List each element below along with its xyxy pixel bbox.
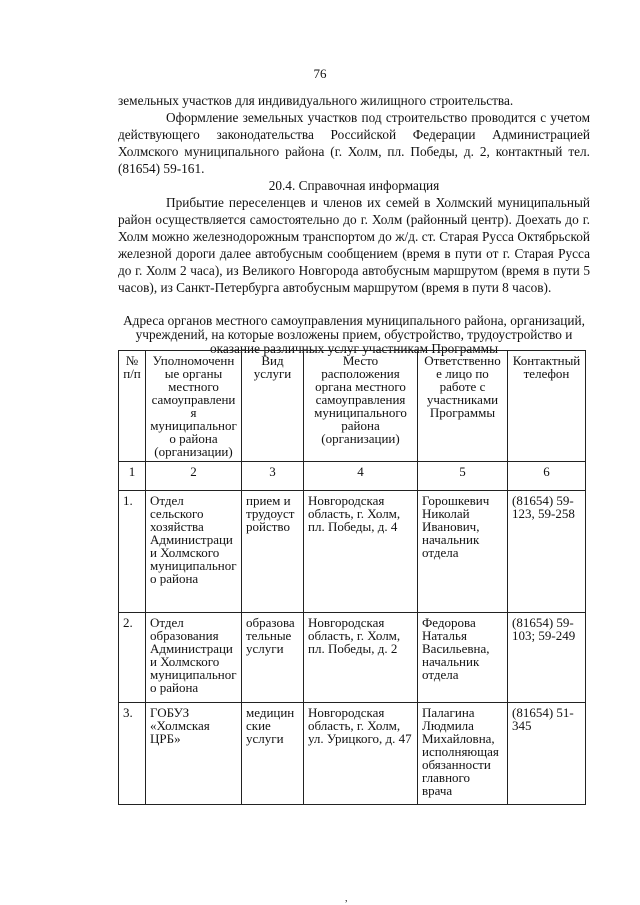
paragraph-continuation: земельных участков для индивидуального жилищного строительства. [118, 93, 514, 108]
row-address: Новгородская область, г. Холм, ул. Урицкого, д. 47 [304, 703, 418, 805]
row-service: медицинские услуги [242, 703, 304, 805]
section-title: 20.4. Справочная информация [268, 178, 440, 193]
table-row [119, 613, 586, 703]
header-person: Ответственное лицо по работе с участниками Программы [418, 351, 508, 462]
header-address: Место расположения органа местного самоуправления муниципального района (организации) [304, 351, 418, 462]
table-header-row [119, 351, 586, 462]
header-org: Уполномоченные органы местного самоуправления муниципального района (организации) [146, 351, 242, 462]
column-number: 2 [146, 462, 242, 491]
column-number: 4 [304, 462, 418, 491]
paragraph-land-registration: Оформление земельных участков под строительство проводится с учетом действующего законодательства Российской Федерации Администрацией Холмского муниципального района (г. Холм, пл. Победы, д. 2, контактный тел. (81654) 59-161. [118, 110, 590, 176]
scan-mark: , [345, 893, 348, 904]
row-address: Новгородская область, г. Холм, пл. Победы, д. 4 [304, 491, 418, 613]
header-phone: Контактный телефон [508, 351, 586, 462]
row-org: Отдел сельского хозяйства Администрации Холмского муниципального района [146, 491, 242, 613]
table-row [119, 703, 586, 805]
row-person: Горошкевич Николай Иванович, начальник отдела [418, 491, 508, 613]
row-num: 1. [119, 491, 146, 613]
row-num: 3. [119, 703, 146, 805]
row-person: Палагина Людмила Михайловна, исполняющая обязанности главного врача [418, 703, 508, 805]
body-text [118, 92, 590, 296]
paragraph-arrival-info: Прибытие переселенцев и членов их семей в Холмский муниципальный район осуществляется самостоятельно до г. Холм (районный центр). Доехать до г. Холм можно железнодорожным транспортом до ж/д. ст. Старая Русса Октябрьской железной дороги далее автобусным сообщением (время в пути от г. Старая Русса до г. Холм 2 часа), из Великого Новгорода автобусным маршрутом (время в пути 5 часов), из Санкт-Петербурга автобусным маршрутом (время в пути 8 часов). [118, 195, 590, 295]
column-number: 3 [242, 462, 304, 491]
column-number: 1 [119, 462, 146, 491]
header-service: Вид услуги [242, 351, 304, 462]
row-org: ГОБУЗ «Холмская ЦРБ» [146, 703, 242, 805]
row-phone: (81654) 59-123, 59-258 [508, 491, 586, 613]
row-phone: (81654) 59-103; 59-249 [508, 613, 586, 703]
row-service: прием и трудоустройство [242, 491, 304, 613]
page-number: 76 [313, 66, 327, 81]
row-person: Федорова Наталья Васильевна, начальник отдела [418, 613, 508, 703]
column-number: 6 [508, 462, 586, 491]
row-org: Отдел образования Администрации Холмского муниципального района [146, 613, 242, 703]
row-phone: (81654) 51-345 [508, 703, 586, 805]
column-number-row [119, 462, 586, 491]
column-number: 5 [418, 462, 508, 491]
services-table [118, 350, 586, 805]
table-row [119, 491, 586, 613]
header-num: № п/п [119, 351, 146, 462]
table-caption: Адреса органов местного самоуправления муниципального района, организаций, учреждений, на которые возложены прием, обустройство, трудоустройство и оказание различных услуг участникам Программы [123, 313, 585, 356]
row-service: образовательные услуги [242, 613, 304, 703]
row-num: 2. [119, 613, 146, 703]
row-address: Новгородская область, г. Холм, пл. Победы, д. 2 [304, 613, 418, 703]
